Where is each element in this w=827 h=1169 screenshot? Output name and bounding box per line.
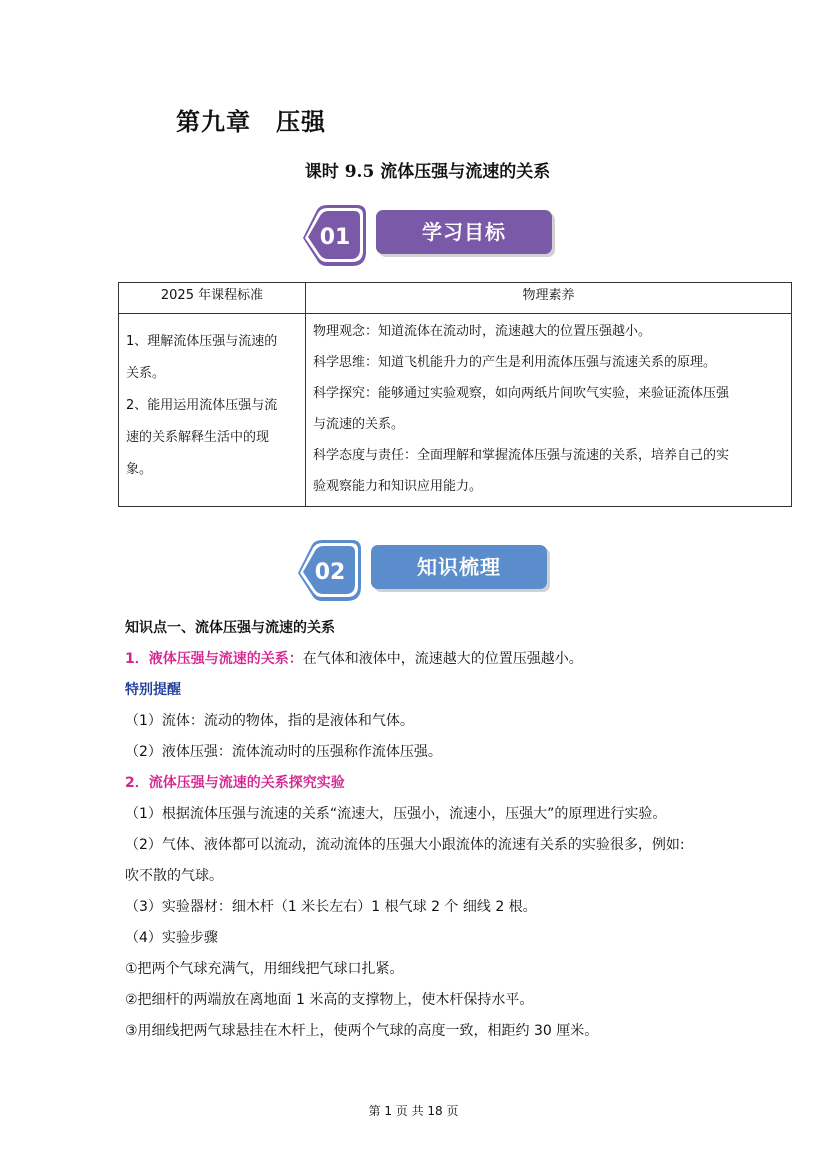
standard-line: 象。 (126, 462, 153, 477)
section-number-badge (300, 200, 370, 270)
standard-line: 关系。 (126, 366, 166, 381)
special-reminder-heading: 特别提醒 (125, 682, 181, 698)
section-label: 知识梳理 (371, 545, 547, 589)
knowledge-content (125, 613, 725, 1047)
knowledge-point-heading: 知识点一、流体压强与流速的关系 (125, 620, 335, 636)
item-label: 1．液体压强与流速的关系： (125, 651, 303, 667)
experiment-line: （1）根据流体压强与流速的关系“流速大，压强小，流速小，压强大”的原理进行实验。 (125, 806, 667, 822)
literacy-line: 物理观念：知道流体在流动时，流速越大的位置压强越小。 (313, 324, 652, 339)
literacy-line: 科学思维：知道飞机能升力的产生是利用流体压强与流速关系的原理。 (313, 355, 717, 370)
section-number: 02 (314, 560, 346, 585)
standard-line: 1、理解流体压强与流速的 (126, 334, 278, 349)
table-header-literacy: 物理素养 (306, 283, 792, 314)
item-label: 2．流体压强与流速的关系探究实验 (125, 775, 345, 791)
section-number-badge (295, 535, 365, 605)
experiment-line: （2）气体、液体都可以流动，流动流体的压强大小跟流体的流速有关系的实验很多，例如: (125, 837, 685, 853)
step-line: ①把两个气球充满气，用细线把气球口扎紧。 (125, 961, 404, 977)
literacy-line: 科学探究：能够通过实验观察，如向两纸片间吹气实验，来验证流体压强 (313, 386, 730, 401)
page-number: 第 1 页 共 18 页 (368, 1104, 459, 1118)
reminder-line: （2）液体压强：流体流动时的压强称作流体压强。 (125, 744, 442, 760)
standard-line: 速的关系解释生活中的现 (126, 430, 270, 445)
standard-line: 2、能用运用流体压强与流 (126, 398, 278, 413)
chapter-title: 第九章 压强 (176, 107, 326, 136)
item-text: 在气体和液体中，流速越大的位置压强越小。 (302, 651, 583, 667)
step-line: ③用细线把两气球悬挂在木杆上，使两个气球的高度一致，相距约 30 厘米。 (125, 1023, 599, 1039)
literacy-cell (306, 314, 792, 507)
step-line: ②把细杆的两端放在离地面 1 米高的支撑物上，使木杆保持水平。 (125, 992, 534, 1008)
reminder-line: （1）流体：流动的物体，指的是液体和气体。 (125, 713, 414, 729)
knowledge-item (125, 644, 725, 675)
literacy-line: 验观察能力和知识应用能力。 (313, 479, 483, 494)
experiment-line: （4）实验步骤 (125, 930, 218, 946)
literacy-line: 科学态度与责任：全面理解和掌握流体压强与流速的关系，培养自己的实 (313, 448, 730, 463)
curriculum-standards-table (118, 282, 792, 507)
experiment-line: 吹不散的气球。 (125, 868, 223, 884)
section-label: 学习目标 (376, 210, 552, 254)
literacy-line: 与流速的关系。 (313, 417, 405, 432)
table-header-standard: 2025 年课程标准 (119, 283, 306, 314)
standard-cell (119, 314, 306, 507)
section-number: 01 (319, 225, 351, 250)
lesson-title: 课时 9.5 流体压强与流速的关系 (304, 162, 551, 182)
experiment-line: （3）实验器材：细木杆（1 米长左右）1 根气球 2 个 细线 2 根。 (125, 899, 537, 915)
